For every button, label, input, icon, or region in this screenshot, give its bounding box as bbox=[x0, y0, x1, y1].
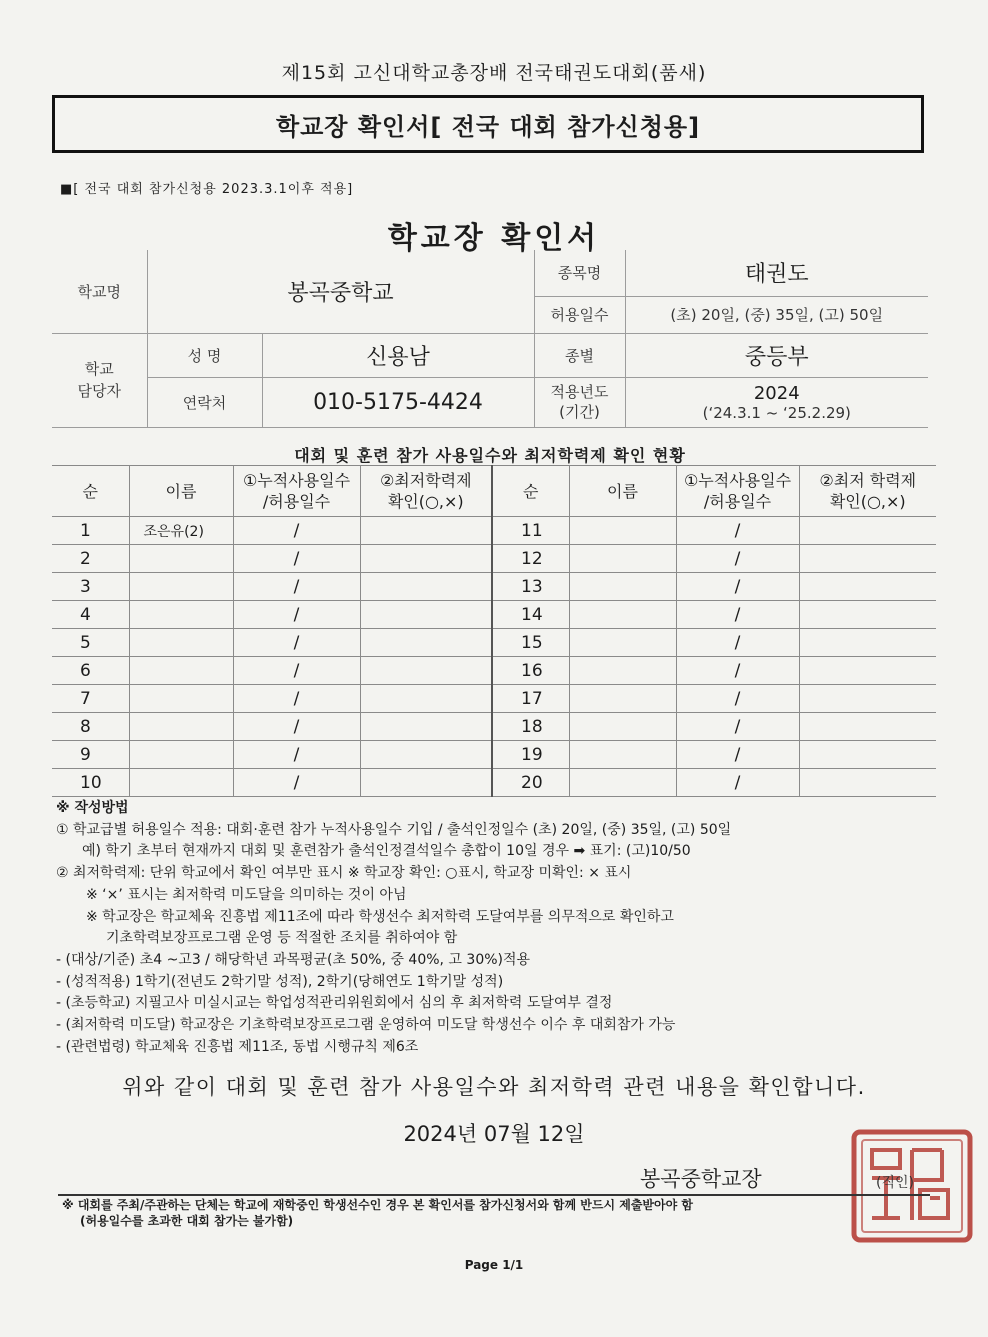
row-days-right: / bbox=[676, 629, 799, 657]
issue-date: 2024년 07월 12일 bbox=[403, 1122, 585, 1146]
method-heading: ※ 작성방법 bbox=[56, 800, 129, 816]
name-label: 성 명 bbox=[147, 333, 262, 377]
info-table bbox=[52, 250, 928, 428]
row-check-right bbox=[799, 685, 936, 713]
section-title: 대회 및 훈련 참가 사용일수와 최저학력제 확인 현황 bbox=[294, 446, 686, 465]
row-days: / bbox=[233, 741, 360, 769]
principal-name: 봉곡중학교장 bbox=[640, 1167, 762, 1191]
row-name bbox=[129, 713, 233, 741]
table-row bbox=[52, 657, 936, 685]
manager-label: 학교 담당자 bbox=[52, 333, 147, 427]
row-days: / bbox=[233, 713, 360, 741]
row-number-right: 19 bbox=[492, 741, 569, 769]
row-number: 1 bbox=[52, 517, 129, 545]
school-value: 봉곡중학교 bbox=[147, 250, 534, 333]
year-period: (‘24.3.1 ~ ‘25.2.29) bbox=[702, 403, 851, 422]
row-check-right bbox=[799, 741, 936, 769]
row-check bbox=[360, 741, 492, 769]
method-line: - (성적적용) 1학기(전년도 2학기말 성적), 2학기(당해연도 1학기말 성적) bbox=[56, 973, 504, 990]
row-check-right bbox=[799, 769, 936, 797]
row-days: / bbox=[233, 685, 360, 713]
row-name bbox=[129, 741, 233, 769]
col-min-check-right: ②최저 학력제 확인(○,×) bbox=[799, 466, 936, 517]
sport-label: 종목명 bbox=[534, 250, 625, 296]
category-value: 중등부 bbox=[625, 333, 928, 377]
row-check-right bbox=[799, 713, 936, 741]
col-min-check: ②최저학력제 확인(○,×) bbox=[360, 466, 492, 517]
footer-divider bbox=[58, 1194, 930, 1196]
year-value: 2024 bbox=[753, 382, 800, 404]
row-number: 2 bbox=[52, 545, 129, 573]
row-days: / bbox=[233, 629, 360, 657]
row-number-right: 15 bbox=[492, 629, 569, 657]
col-name: 이름 bbox=[129, 466, 233, 517]
row-name bbox=[129, 657, 233, 685]
row-days-right: / bbox=[676, 573, 799, 601]
table-row bbox=[52, 601, 936, 629]
row-check-right bbox=[799, 545, 936, 573]
row-number-right: 14 bbox=[492, 601, 569, 629]
table-row bbox=[52, 741, 936, 769]
row-name-right bbox=[569, 517, 676, 545]
method-line: 예) 학기 초부터 현재까지 대회 및 훈련참가 출석인정결석일수 총합이 10일 경우 ➡ 표기: (고)10/50 bbox=[82, 843, 691, 860]
row-name bbox=[129, 629, 233, 657]
row-check bbox=[360, 573, 492, 601]
row-check-right bbox=[799, 573, 936, 601]
row-check-right bbox=[799, 657, 936, 685]
method-line: ① 학교급별 허용일수 적용: 대회·훈련 참가 누적사용일수 기입 / 출석인정일수 (초) 20일, (중) 35일, (고) 50일 bbox=[56, 821, 732, 838]
allowed-days-label: 허용일수 bbox=[534, 296, 625, 333]
row-check-right bbox=[799, 517, 936, 545]
method-line: ※ ‘×’ 표시는 최저학력 미도달을 의미하는 것이 아님 bbox=[86, 886, 407, 903]
row-days-right: / bbox=[676, 545, 799, 573]
method-line: ※ 학교장은 학교체육 진흥법 제11조에 따라 학생선수 최저학력 도달여부를 의무적으로 확인하고 bbox=[86, 908, 674, 925]
row-number: 9 bbox=[52, 741, 129, 769]
top-note: ■[ 전국 대회 참가신청용 2023.3.1이후 적용] bbox=[60, 182, 354, 197]
name-value: 신용남 bbox=[262, 333, 534, 377]
page-number: Page 1/1 bbox=[464, 1258, 524, 1272]
row-check bbox=[360, 685, 492, 713]
row-days-right: / bbox=[676, 517, 799, 545]
row-days-right: / bbox=[676, 713, 799, 741]
row-name bbox=[129, 769, 233, 797]
col-name-right: 이름 bbox=[569, 466, 676, 517]
row-name-right bbox=[569, 545, 676, 573]
row-days: / bbox=[233, 657, 360, 685]
row-name-right bbox=[569, 713, 676, 741]
row-number: 10 bbox=[52, 769, 129, 797]
row-days-right: / bbox=[676, 601, 799, 629]
col-no-right: 순 bbox=[492, 466, 569, 517]
method-line: ② 최저학력제: 단위 학교에서 확인 여부만 표시 ※ 학교장 확인: ○표시, 학교장 미확인: × 표시 bbox=[56, 865, 632, 882]
row-days-right: / bbox=[676, 741, 799, 769]
method-line: 기초학력보장프로그램 운영 등 적절한 조치를 취하여야 함 bbox=[106, 930, 458, 947]
usage-table bbox=[52, 465, 936, 797]
row-number: 4 bbox=[52, 601, 129, 629]
row-check bbox=[360, 713, 492, 741]
row-name bbox=[129, 545, 233, 573]
row-check bbox=[360, 657, 492, 685]
row-number-right: 17 bbox=[492, 685, 569, 713]
category-label: 종별 bbox=[534, 333, 625, 377]
method-line: - (대상/기준) 초4 ~고3 / 해당학년 과목평균(초 50%, 중 40%, 고 30%)적용 bbox=[56, 951, 531, 968]
method-line: - (최저학력 미도달) 학교장은 기초학력보장프로그램 운영하여 미도달 학생선수 이수 후 대회참가 가능 bbox=[56, 1017, 676, 1034]
row-name-right bbox=[569, 741, 676, 769]
sport-value: 태권도 bbox=[625, 250, 928, 296]
row-check bbox=[360, 769, 492, 797]
row-days: / bbox=[233, 573, 360, 601]
row-days: / bbox=[233, 545, 360, 573]
row-days-right: / bbox=[676, 685, 799, 713]
table-row bbox=[52, 517, 936, 545]
method-line: - (관련법령) 학교체육 진흥법 제11조, 동법 시행규칙 제6조 bbox=[56, 1038, 419, 1055]
contact-label: 연락처 bbox=[147, 377, 262, 427]
writing-method bbox=[56, 798, 936, 1058]
row-name bbox=[129, 685, 233, 713]
row-number: 8 bbox=[52, 713, 129, 741]
row-days-right: / bbox=[676, 769, 799, 797]
row-name-right bbox=[569, 769, 676, 797]
row-check bbox=[360, 601, 492, 629]
row-name-right bbox=[569, 601, 676, 629]
seal-label: (직인) bbox=[876, 1175, 914, 1191]
row-number-right: 12 bbox=[492, 545, 569, 573]
row-number: 7 bbox=[52, 685, 129, 713]
row-check bbox=[360, 517, 492, 545]
year-label: 적용년도 (기간) bbox=[534, 377, 625, 427]
school-label: 학교명 bbox=[52, 250, 147, 333]
year-cell bbox=[625, 377, 928, 427]
row-number-right: 20 bbox=[492, 769, 569, 797]
official-seal bbox=[850, 1128, 974, 1248]
col-days: ①누적사용일수 /허용일수 bbox=[233, 466, 360, 517]
table-row bbox=[52, 713, 936, 741]
method-line: - (초등학교) 지필고사 미실시교는 학업성적관리위원회에서 심의 후 최저학력 도달여부 결정 bbox=[56, 995, 613, 1012]
contact-value: 010-5175-4424 bbox=[262, 377, 534, 427]
footer-note bbox=[62, 1197, 942, 1229]
row-days: / bbox=[233, 517, 360, 545]
row-days: / bbox=[233, 769, 360, 797]
row-name bbox=[129, 601, 233, 629]
row-number: 6 bbox=[52, 657, 129, 685]
col-no: 순 bbox=[52, 466, 129, 517]
confirmation-statement: 위와 같이 대회 및 훈련 참가 사용일수와 최저학력 관련 내용을 확인합니다. bbox=[122, 1075, 866, 1099]
row-name bbox=[129, 573, 233, 601]
event-title: 제15회 고신대학교총장배 전국태권도대회(품새) bbox=[281, 62, 707, 84]
row-check bbox=[360, 545, 492, 573]
row-days: / bbox=[233, 601, 360, 629]
row-name-right bbox=[569, 629, 676, 657]
table-row bbox=[52, 629, 936, 657]
row-name: 조은유(2) bbox=[129, 517, 233, 545]
row-check-right bbox=[799, 601, 936, 629]
row-number-right: 11 bbox=[492, 517, 569, 545]
row-name-right bbox=[569, 685, 676, 713]
row-check-right bbox=[799, 629, 936, 657]
table-row bbox=[52, 769, 936, 797]
table-row bbox=[52, 685, 936, 713]
banner-title: 학교장 확인서[ 전국 대회 참가신청용] bbox=[52, 95, 924, 153]
row-name-right bbox=[569, 657, 676, 685]
row-days-right: / bbox=[676, 657, 799, 685]
row-check bbox=[360, 629, 492, 657]
document-title: 학교장 확인서 bbox=[387, 221, 601, 256]
allowed-days-value: (초) 20일, (중) 35일, (고) 50일 bbox=[625, 296, 928, 333]
row-number-right: 13 bbox=[492, 573, 569, 601]
row-number: 3 bbox=[52, 573, 129, 601]
table-row bbox=[52, 545, 936, 573]
table-row bbox=[52, 573, 936, 601]
row-name-right bbox=[569, 573, 676, 601]
footer-line: (허용일수를 초과한 대회 참가는 불가함) bbox=[80, 1214, 294, 1228]
row-number-right: 16 bbox=[492, 657, 569, 685]
col-days-right: ①누적사용일수 /허용일수 bbox=[676, 466, 799, 517]
footer-line: ※ 대회를 주최/주관하는 단체는 학교에 재학중인 학생선수인 경우 본 확인서를 참가신청서와 함께 반드시 제출받아야 함 bbox=[62, 1198, 693, 1212]
row-number-right: 18 bbox=[492, 713, 569, 741]
row-number: 5 bbox=[52, 629, 129, 657]
